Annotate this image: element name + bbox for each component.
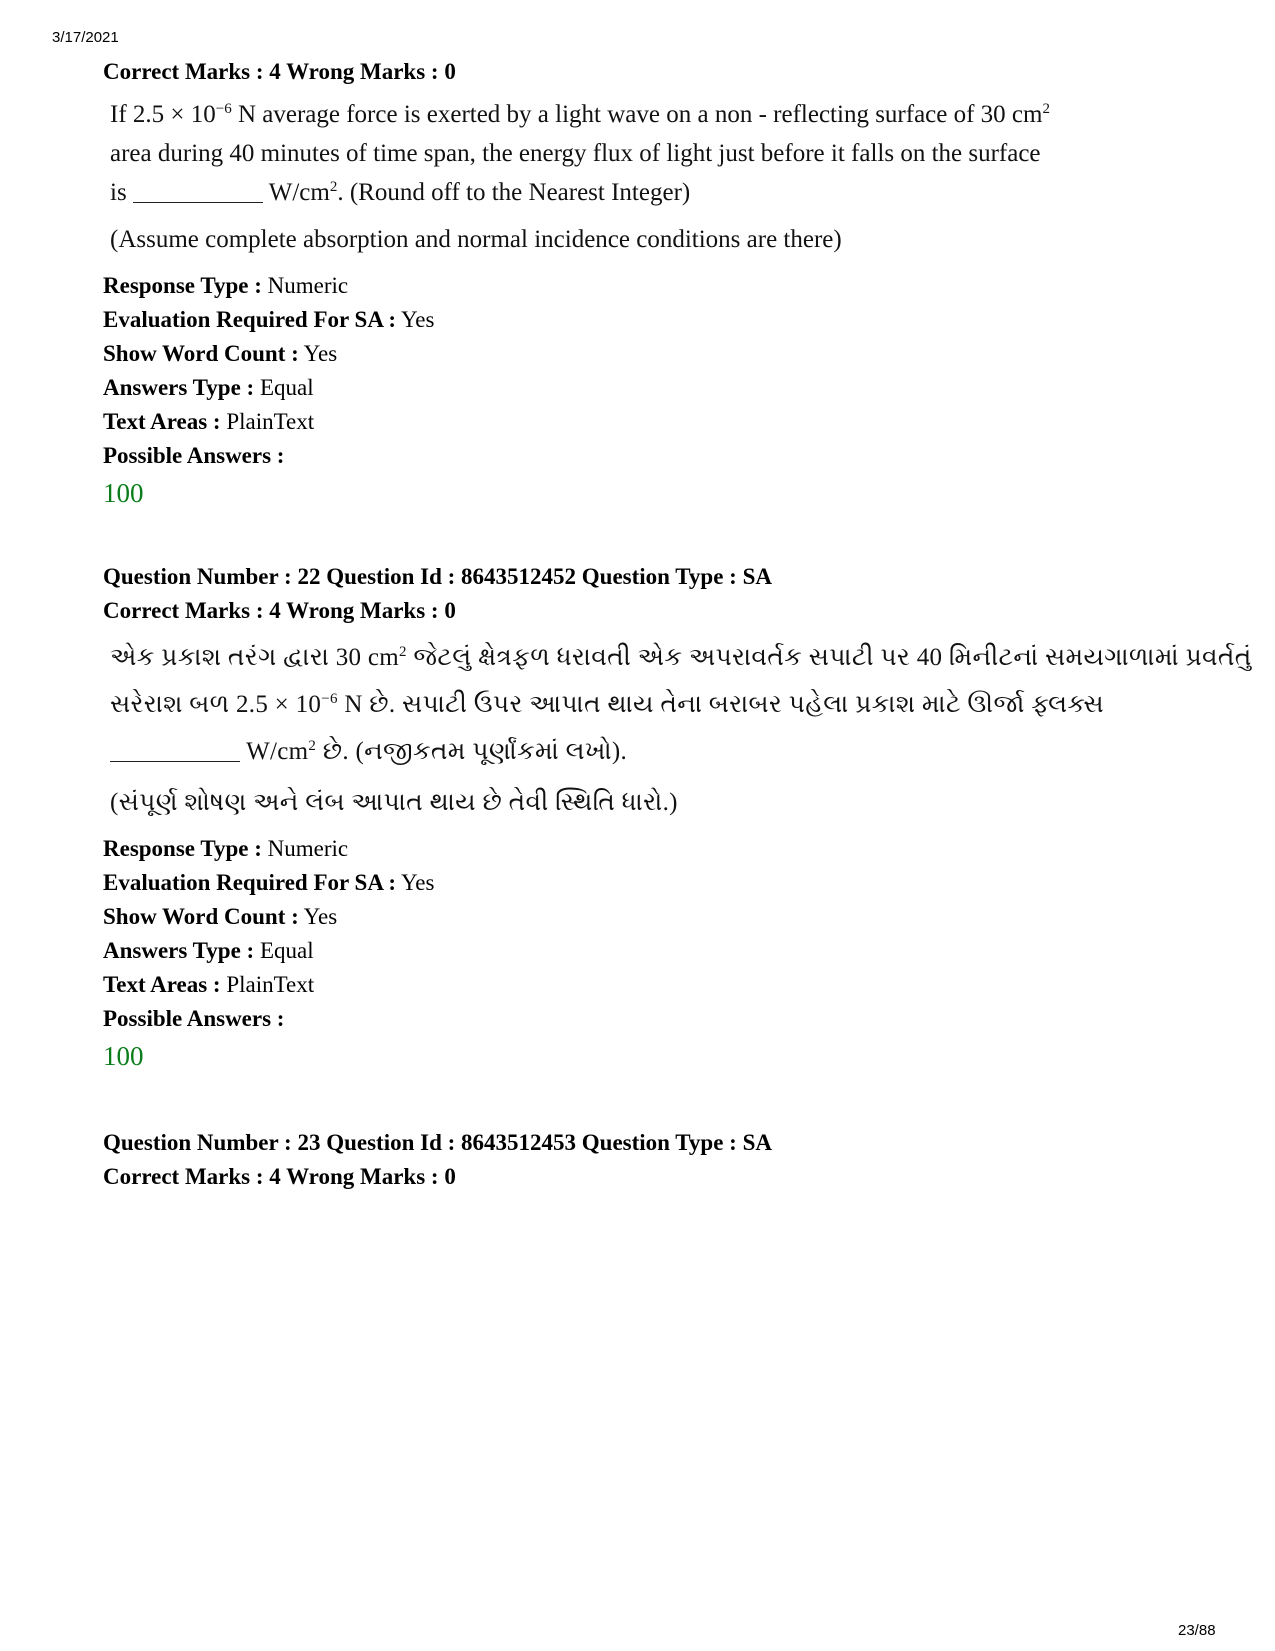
q22-possible-answer: 100 — [103, 1041, 144, 1071]
q21-note: (Assume complete absorption and normal incidence conditions are there) — [110, 226, 842, 253]
q21-text-line-1: If $2.5 \times 10^{-6}$ N average force is exerted by a light wave on a non - reflecting surface of 30 $cm^2$ — [110, 101, 1050, 128]
q21-possible-answers-label: Possible Answers : — [103, 443, 285, 468]
q21-possible-answer: 100 — [103, 478, 144, 508]
q21-text-areas: Text Areas : PlainText — [103, 409, 315, 434]
q21-question-text — [103, 95, 1223, 259]
q22-possible-answers-label: Possible Answers : — [103, 1006, 285, 1031]
q22-text-line-3: $W/cm^2$ છે. (નજીકતમ પૂર્ણાંકમાં લખો). — [110, 728, 1223, 775]
q22-text-line-1: એક પ્રકાશ તરંગ દ્વારા 30 $cm^2$ જેટલું ક્ષેત્રફળ ધરાવતી એક અપરાવર્તક સપાટી પર 40 મિનીટનાં સમયગાળામાં પ્રવર્તતું — [110, 644, 1252, 671]
q22-evaluation-required: Evaluation Required For SA : Yes — [103, 870, 435, 895]
q21-meta — [103, 269, 1223, 511]
q22-marks: Correct Marks : 4 Wrong Marks : 0 — [103, 598, 456, 623]
page-number: 23/88 — [1178, 1622, 1216, 1639]
q21-show-word-count: Show Word Count : Yes — [103, 341, 338, 366]
q23-marks: Correct Marks : 4 Wrong Marks : 0 — [103, 1164, 456, 1189]
print-date: 3/17/2021 — [52, 29, 119, 46]
q21-answers-type: Answers Type : Equal — [103, 375, 314, 400]
q21-marks: Correct Marks : 4 Wrong Marks : 0 — [103, 59, 456, 84]
q22-response-type: Response Type : Numeric — [103, 836, 349, 861]
q22-text-areas: Text Areas : PlainText — [103, 972, 315, 997]
q22-show-word-count: Show Word Count : Yes — [103, 904, 338, 929]
q21-text-line-3: is $W/cm^2$. (Round off to the Nearest Integer) — [110, 179, 691, 206]
answer-blank — [110, 739, 240, 762]
q22-meta — [103, 832, 1223, 1074]
question-22 — [103, 560, 1252, 1074]
question-21 — [103, 55, 1223, 511]
q21-response-type: Response Type : Numeric — [103, 273, 349, 298]
q22-answers-type: Answers Type : Equal — [103, 938, 314, 963]
answer-blank — [133, 180, 263, 203]
q22-question-text — [103, 634, 1252, 826]
question-23 — [103, 1126, 1223, 1194]
q23-header: Question Number : 23 Question Id : 8643512453 Question Type : SA — [103, 1130, 772, 1155]
q21-text-line-2: area during 40 minutes of time span, the energy flux of light just before it falls on the surface — [110, 140, 1041, 167]
q22-note: (સંપૂર્ણ શોષણ અને લંબ આપાત થાય છે તેવી સ્થિતિ ધારો.) — [110, 789, 678, 816]
q21-evaluation-required: Evaluation Required For SA : Yes — [103, 307, 435, 332]
q22-header: Question Number : 22 Question Id : 8643512452 Question Type : SA — [103, 564, 772, 589]
q22-text-line-2: સરેરાશ બળ $2.5 \times 10^{-6}$ N છે. સપાટી ઉપર આપાત થાય તેના બરાબર પહેલા પ્રકાશ માટે ઊર્જા ફ્લક્સ — [110, 691, 1104, 718]
